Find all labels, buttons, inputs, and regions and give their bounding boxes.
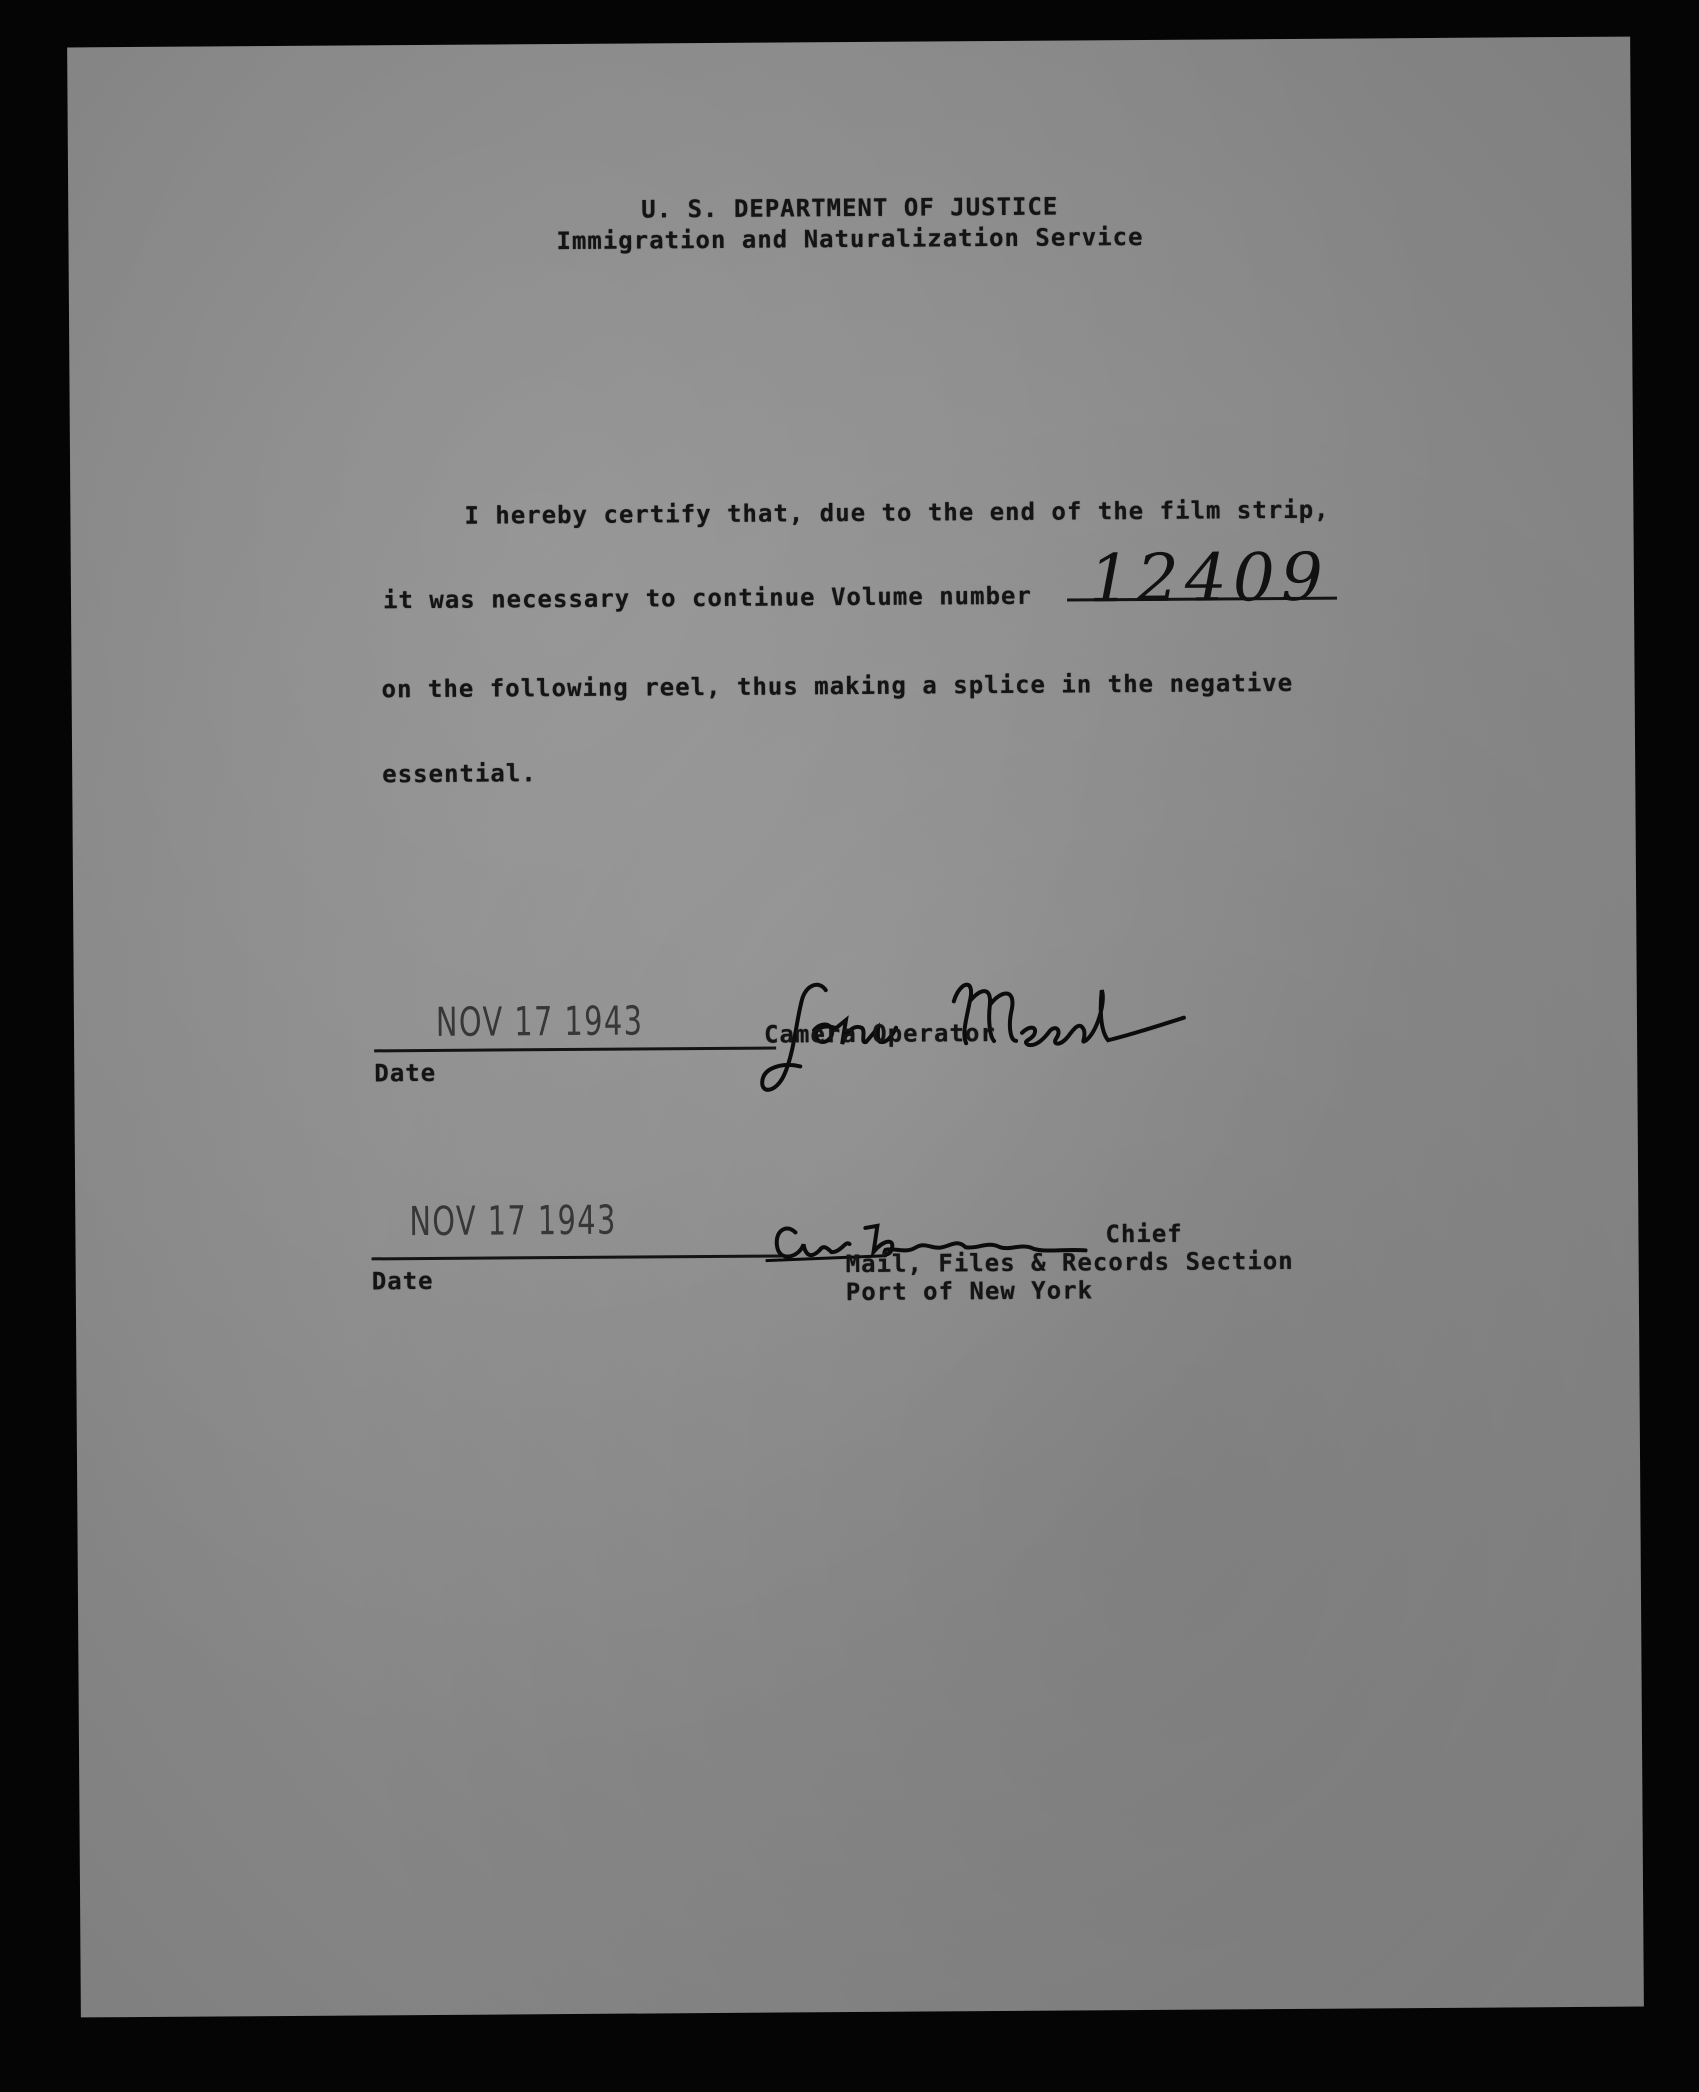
date-line-2: [372, 1255, 782, 1261]
date-line-1: [374, 1047, 776, 1053]
port-label: Port of New York: [845, 1276, 1094, 1307]
chief-label: Chief: [1105, 1219, 1183, 1249]
body-line-3: on the following reel, thus making a splice in the negative: [381, 668, 1294, 704]
date-label-2: Date: [371, 1266, 434, 1296]
body-line-4: essential.: [382, 759, 537, 789]
date-label-1: Date: [374, 1058, 437, 1088]
body-line-1: I hereby certify that, due to the end of the film strip,: [464, 495, 1330, 530]
volume-number-handwritten: 12409: [1088, 538, 1330, 618]
header-department: U. S. DEPARTMENT OF JUSTICE: [641, 192, 1059, 224]
body-line-2: it was necessary to continue Volume number: [382, 581, 1032, 615]
camera-operator-label: Camera Operator: [763, 1019, 996, 1049]
date-stamp-2: NOV 17 1943: [409, 1197, 618, 1246]
header-service: Immigration and Naturalization Service: [556, 222, 1144, 256]
section-label: Mail, Files & Records Section: [845, 1246, 1294, 1279]
date-stamp-1: NOV 17 1943: [435, 998, 644, 1046]
document-sheet: [67, 37, 1644, 2018]
